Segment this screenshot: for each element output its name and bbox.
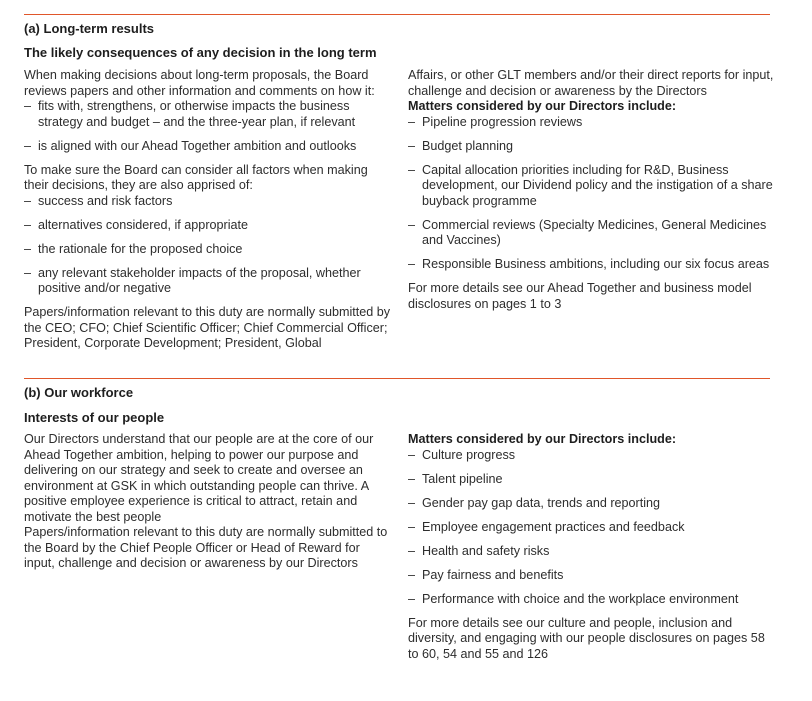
section-b-para2: Papers/information relevant to this duty are normally submitted to the Board by the Chief People Officer or Head of Reward for input, challenge and decision or awareness by our Directors bbox=[24, 525, 388, 570]
dash-marker: – bbox=[408, 519, 416, 534]
section-a-matters-heading: Matters considered by our Directors include: bbox=[408, 99, 677, 113]
list-item: – Pipeline progression reviews bbox=[408, 114, 583, 129]
dash-marker: – bbox=[408, 471, 416, 486]
dash-marker: – bbox=[408, 138, 416, 153]
section-a-continuation: Affairs, or other GLT members and/or their direct reports for input, challenge and decision or awareness by the Directors bbox=[408, 68, 774, 98]
section-b-title: (b) Our workforce bbox=[24, 385, 134, 400]
section-a-intro: When making decisions about long-term proposals, the Board reviews papers and other information and comments on how it: bbox=[24, 68, 375, 98]
list-item: – Commercial reviews (Specialty Medicines, General Medicines and Vaccines) bbox=[408, 217, 767, 247]
dash-marker: – bbox=[408, 567, 416, 582]
section-b-left-column bbox=[24, 432, 394, 572]
section-b-right-column bbox=[408, 432, 776, 662]
dash-marker: – bbox=[24, 241, 32, 256]
section-a-para2: To make sure the Board can consider all factors when making their decisions, they are also apprised of: bbox=[24, 162, 368, 192]
list-item: – the rationale for the proposed choice bbox=[24, 241, 243, 256]
dash-marker: – bbox=[24, 99, 32, 113]
list-item: – Health and safety risks bbox=[408, 543, 550, 558]
dash-marker: – bbox=[408, 114, 416, 129]
list-item: – Budget planning bbox=[408, 138, 514, 153]
section-b-top-rule bbox=[24, 378, 770, 379]
section-b-more-details: For more details see our culture and people, inclusion and diversity, and engaging with our people disclosures on pages 58 to 60, 54 and 55 and 126 bbox=[408, 615, 765, 661]
section-a-subheading: The likely consequences of any decision in the long term bbox=[24, 45, 377, 60]
dash-marker: – bbox=[24, 217, 32, 232]
dash-marker: – bbox=[24, 138, 32, 153]
list-item: – Capital allocation priorities including for R&D, Business development, our Dividend policy and the instigation of a share buyback programme bbox=[408, 162, 773, 208]
list-item: – Performance with choice and the workplace environment bbox=[408, 591, 739, 606]
dash-marker: – bbox=[408, 162, 416, 177]
section-a-right-column bbox=[408, 68, 776, 312]
section-a-left-column bbox=[24, 68, 394, 352]
list-item: – Gender pay gap data, trends and reporting bbox=[408, 495, 661, 510]
dash-marker: – bbox=[408, 495, 416, 510]
list-item: – is aligned with our Ahead Together ambition and outlooks bbox=[24, 138, 357, 153]
section-b-subheading: Interests of our people bbox=[24, 410, 165, 425]
list-item: – fits with, strengthens, or otherwise impacts the business strategy and budget – and the three-year plan, if relevant bbox=[24, 99, 356, 129]
list-item: – any relevant stakeholder impacts of the proposal, whether positive and/or negative bbox=[24, 265, 361, 295]
list-item: – alternatives considered, if appropriate bbox=[24, 217, 249, 232]
dash-marker: – bbox=[408, 257, 416, 271]
dash-marker: – bbox=[408, 591, 416, 606]
section-a-title: (a) Long-term results bbox=[24, 21, 155, 36]
section-a-more-details: For more details see our Ahead Together and business model disclosures on pages 1 to 3 bbox=[408, 281, 752, 311]
list-item: – Culture progress bbox=[408, 447, 516, 462]
section-b-para1: Our Directors understand that our people are at the core of our Ahead Together ambition, helping to power our purpose and delivering on our strategy and seek to create and oversee an environment at GSK in which outstanding people can thrive. A positive employee experience is critical to attract, retain and motivate the best people bbox=[24, 432, 374, 524]
dash-marker: – bbox=[24, 193, 32, 208]
list-item: – Talent pipeline bbox=[408, 471, 503, 486]
dash-marker: – bbox=[408, 543, 416, 558]
list-item: – Responsible Business ambitions, including our six focus areas bbox=[408, 257, 770, 271]
section-a-top-rule bbox=[24, 14, 770, 15]
list-item: – Pay fairness and benefits bbox=[408, 567, 564, 582]
dash-marker: – bbox=[408, 447, 416, 462]
list-item: – Employee engagement practices and feedback bbox=[408, 519, 685, 534]
dash-marker: – bbox=[24, 265, 32, 280]
section-a-para3: Papers/information relevant to this duty are normally submitted by the CEO; CFO; Chief Scientific Officer; Chief Commercial Officer; President, Corporate Development; President, Global bbox=[24, 305, 391, 350]
dash-marker: – bbox=[408, 217, 416, 232]
list-item: – success and risk factors bbox=[24, 193, 173, 208]
section-b-matters-heading: Matters considered by our Directors include: bbox=[408, 432, 677, 446]
